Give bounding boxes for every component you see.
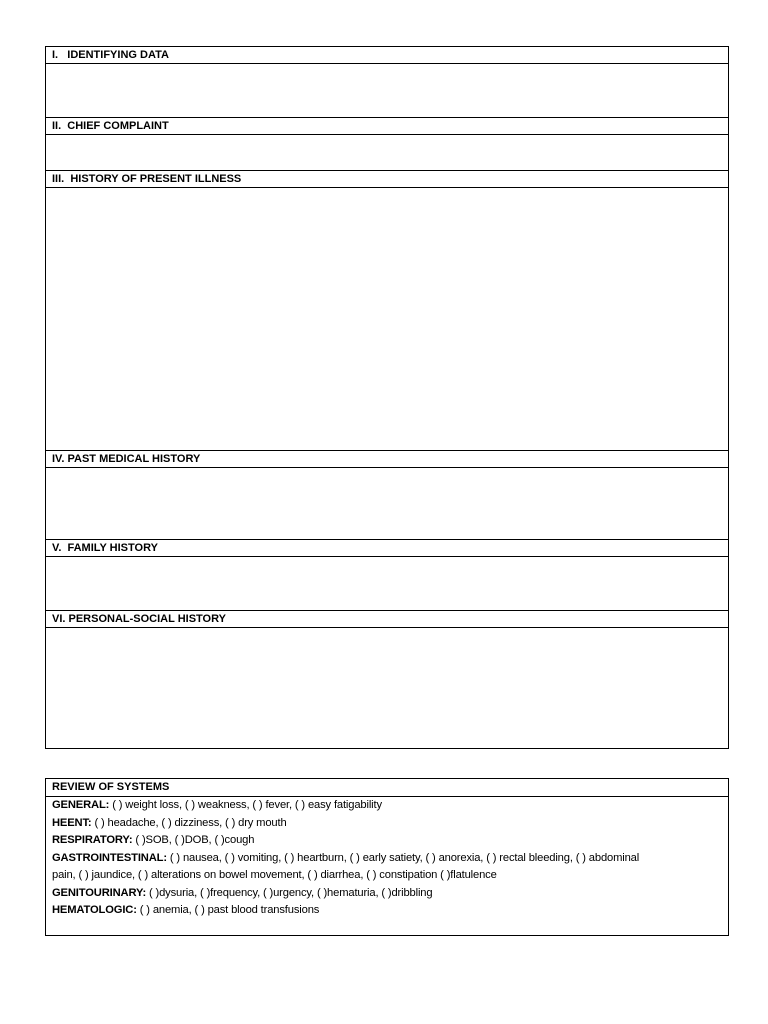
ros-genitourinary-options[interactable]: ( )dysuria, ( )frequency, ( )urgency, ( )hematuria, ( )dribbling [146,886,433,899]
ros-genitourinary [52,885,722,903]
chief-complaint-field[interactable] [46,135,728,170]
family-history-field[interactable] [46,557,728,610]
ros-respiratory-label: RESPIRATORY: [52,834,133,846]
ros-heent-label: HEENT: [52,816,92,829]
ros-gastrointestinal [52,850,722,868]
personal-social-history-header: VI. PERSONAL-SOCIAL HISTORY [46,610,728,628]
ros-genitourinary-label: GENITOURINARY: [52,886,147,899]
personal-social-history-field[interactable] [46,628,728,748]
identifying-data-field[interactable] [46,64,728,117]
ros-gastrointestinal-continuation[interactable]: pain, ( ) jaundice, ( ) alterations on bowel movement, ( ) diarrhea, ( ) constipation ( )flatulence [52,869,497,881]
ros-hematologic-options[interactable]: ( ) anemia, ( ) past blood transfusions [136,904,320,916]
ros-respiratory [52,832,722,850]
family-history-header: V. FAMILY HISTORY [46,539,728,557]
review-of-systems-header: REVIEW OF SYSTEMS [46,779,728,797]
ros-heent-options[interactable]: ( ) headache, ( ) dizziness, ( ) dry mouth [91,816,287,829]
ros-general [52,797,722,815]
ros-gastrointestinal-options[interactable]: ( ) nausea, ( ) vomiting, ( ) heartburn, ( ) early satiety, ( ) anorexia, ( ) rectal bleeding, ( ) abdominal [166,851,640,864]
past-medical-history-header: IV. PAST MEDICAL HISTORY [46,450,728,468]
ros-respiratory-options[interactable]: ( )SOB, ( )DOB, ( )cough [132,834,255,846]
ros-general-options[interactable]: ( ) weight loss, ( ) weakness, ( ) fever, ( ) easy fatigability [109,799,382,811]
ros-general-label: GENERAL: [52,799,110,811]
ros-heent [52,815,722,833]
ros-gastrointestinal-label: GASTROINTESTINAL: [52,851,167,864]
identifying-data-header: I. IDENTIFYING DATA [46,47,728,64]
history-present-illness-header: III. HISTORY OF PRESENT ILLNESS [46,170,728,188]
past-medical-history-field[interactable] [46,468,728,539]
ros-hematologic [52,902,722,920]
ros-hematologic-label: HEMATOLOGIC: [52,904,137,916]
history-present-illness-field[interactable] [46,188,728,450]
chief-complaint-header: II. CHIEF COMPLAINT [46,117,728,135]
history-form [45,46,729,749]
review-of-systems-list [52,797,722,920]
review-of-systems-box [45,778,729,936]
